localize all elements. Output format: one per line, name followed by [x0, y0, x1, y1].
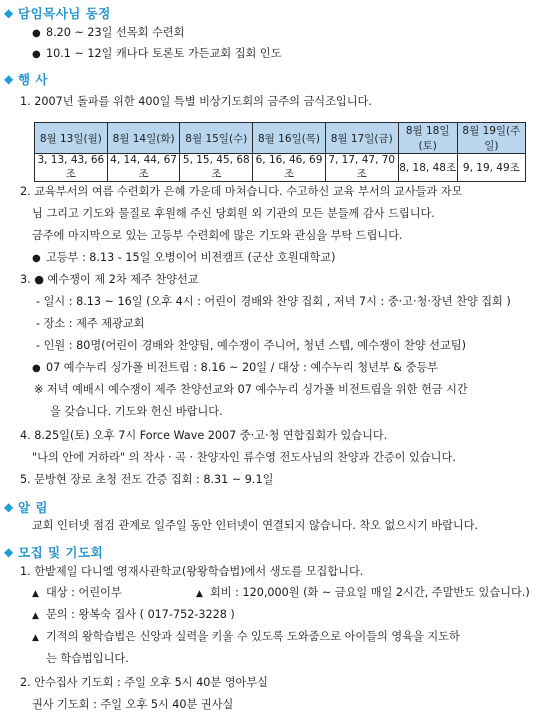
events-item-2-bullet: ● 고등부 : 8.13 - 15일 오병이어 비젼캠프 (군산 호원대학교) [32, 250, 335, 267]
pastor-item-2: ● 10.1 ~ 12일 캐나다 토론토 가든교회 집회 인도 [32, 46, 282, 63]
table-cell: 5, 15, 45, 68조 [180, 154, 253, 182]
recruit-desc-line-2: 는 학습법입니다. [46, 652, 129, 665]
section-notice-header [4, 498, 48, 516]
table-cell: 3, 13, 43, 66조 [35, 154, 108, 182]
section-title: 담임목사님 동정 [18, 6, 111, 21]
section-pastor-header [4, 4, 111, 22]
table-header-cell: 8월 14일(화) [107, 123, 180, 154]
table-row [35, 154, 526, 182]
table-header-cell: 8월 17일(금) [325, 123, 398, 154]
table-cell: 7, 17, 47, 70조 [325, 154, 398, 182]
diamond-icon: ◆ [4, 72, 14, 86]
events-item-3-title: 3. ● 예수쟁이 제 2차 제주 찬양선교 [20, 273, 199, 286]
triangle-icon: ▲ [196, 589, 203, 599]
section-title: 행 사 [18, 72, 49, 87]
recruit-item-1: 1. 한밭제일 다니엘 영재사관학교(왕왕학습법)에서 생도를 모집합니다. [20, 565, 364, 578]
events-item-2-line-2: 님 그리고 기도와 물질로 후원해 주신 당회원 외 기관의 모든 분들께 감사 드립니다. [32, 207, 435, 220]
table-cell: 8, 18, 48조 [398, 154, 457, 182]
diamond-icon: ◆ [4, 545, 14, 559]
events-item-3-time: - 일시 : 8.13 ~ 16일 (오후 4시 : 어린이 경배와 찬양 집회 , 저녁 7시 : 중·고·청·장년 찬양 집회 ) [36, 295, 511, 308]
table-header-row [35, 123, 526, 154]
diamond-icon: ◆ [4, 6, 14, 20]
events-item-3-people: - 인원 : 80명(어린이 경배와 찬양팀, 예수쟁이 주니어, 청년 스텝, 예수쟁이 찬양 선교팀) [36, 339, 466, 352]
bullet-icon: ● [32, 363, 41, 374]
bullet-icon: ● [32, 49, 41, 60]
section-title: 모집 및 기도회 [18, 545, 104, 560]
triangle-icon: ▲ [32, 611, 39, 621]
events-item-2-line-1: 2. 교육부서의 여름 수련회가 은혜 가운데 마쳐습니다. 수고하신 교육 부서의 교사들과 자모 [20, 185, 463, 198]
section-title: 알 림 [18, 500, 49, 515]
table-header-cell: 8월 15일(수) [180, 123, 253, 154]
section-events-header [4, 70, 48, 88]
events-item-3-place: - 장소 : 제주 제광교회 [36, 317, 145, 330]
recruit-fee: ▲ 회비 : 120,000원 (화 ~ 금요일 매일 2시간, 주말반도 있습니다.) [196, 585, 530, 602]
table-header-cell: 8월 18일(토) [398, 123, 457, 154]
events-item-3-note-line-1: ※ 저녁 예배시 예수쟁이 제주 찬양선교와 07 예수누리 싱가폴 비전트립을 위한 헌금 시간 [34, 383, 468, 396]
recruit-target: ▲ 대상 : 어린이부 [32, 585, 122, 602]
events-item-3-bullet: ● 07 예수누리 싱가폴 비전트립 : 8.16 ~ 20일 / 대상 : 예수누리 청년부 & 중등부 [32, 360, 438, 377]
fasting-schedule-table [34, 122, 526, 182]
section-recruit-header [4, 543, 103, 561]
table-cell: 4, 14, 44, 67조 [107, 154, 180, 182]
pastor-item-1: ● 8.20 ~ 23일 선목회 수련회 [32, 25, 184, 42]
table-header-cell: 8월 19일(주일) [457, 123, 525, 154]
diamond-icon: ◆ [4, 500, 14, 514]
table-cell: 6, 16, 46, 69조 [253, 154, 326, 182]
triangle-icon: ▲ [32, 633, 39, 643]
bullet-icon: ● [32, 253, 41, 264]
recruit-item-2-line-2: 권사 기도회 : 주일 오후 5시 40분 권사실 [32, 698, 234, 711]
triangle-icon: ▲ [32, 589, 39, 599]
recruit-contact: ▲ 문의 : 왕복숙 집사 ( 017-752-3228 ) [32, 607, 235, 624]
recruit-item-2-line-1: 2. 안수집사 기도회 : 주일 오후 5시 40분 영아부실 [20, 676, 268, 689]
events-item-2-line-3: 금주에 마지막으로 있는 고등부 수련회에 많은 기도와 관심을 부탁 드립니다. [32, 229, 403, 242]
events-item-4-line-2: "나의 안에 거하라" 의 작사 · 곡 · 찬양자인 류수영 전도사님의 찬양과 간증이 있습니다. [32, 451, 456, 464]
bullet-icon: ● [32, 28, 41, 39]
events-item-4-line-1: 4. 8.25일(토) 오후 7시 Force Wave 2007 중·고·청 연합집회가 있습니다. [20, 429, 388, 442]
table-cell: 9, 19, 49조 [457, 154, 525, 182]
recruit-desc-line-1: ▲ 기적의 왕학습법은 신앙과 실력을 키울 수 있도록 도와줌으로 아이들의 영육을 지도하 [32, 629, 460, 646]
events-item-3-note-line-2: 을 갖습니다. 기도와 헌신 바랍니다. [50, 405, 223, 418]
events-item-1: 1. 2007년 돌파를 위한 400일 특별 비상기도회의 금주의 금식조입니다. [20, 95, 372, 108]
notice-text: 교회 인터넷 점검 관계로 일주일 동안 인터넷이 연결되지 않습니다. 착오 없으시기 바랍니다. [32, 519, 479, 532]
events-item-5: 5. 문방현 장로 초청 전도 간증 집회 : 8.31 ~ 9.1일 [20, 473, 274, 486]
table-header-cell: 8월 16일(목) [253, 123, 326, 154]
table-header-cell: 8월 13일(월) [35, 123, 108, 154]
